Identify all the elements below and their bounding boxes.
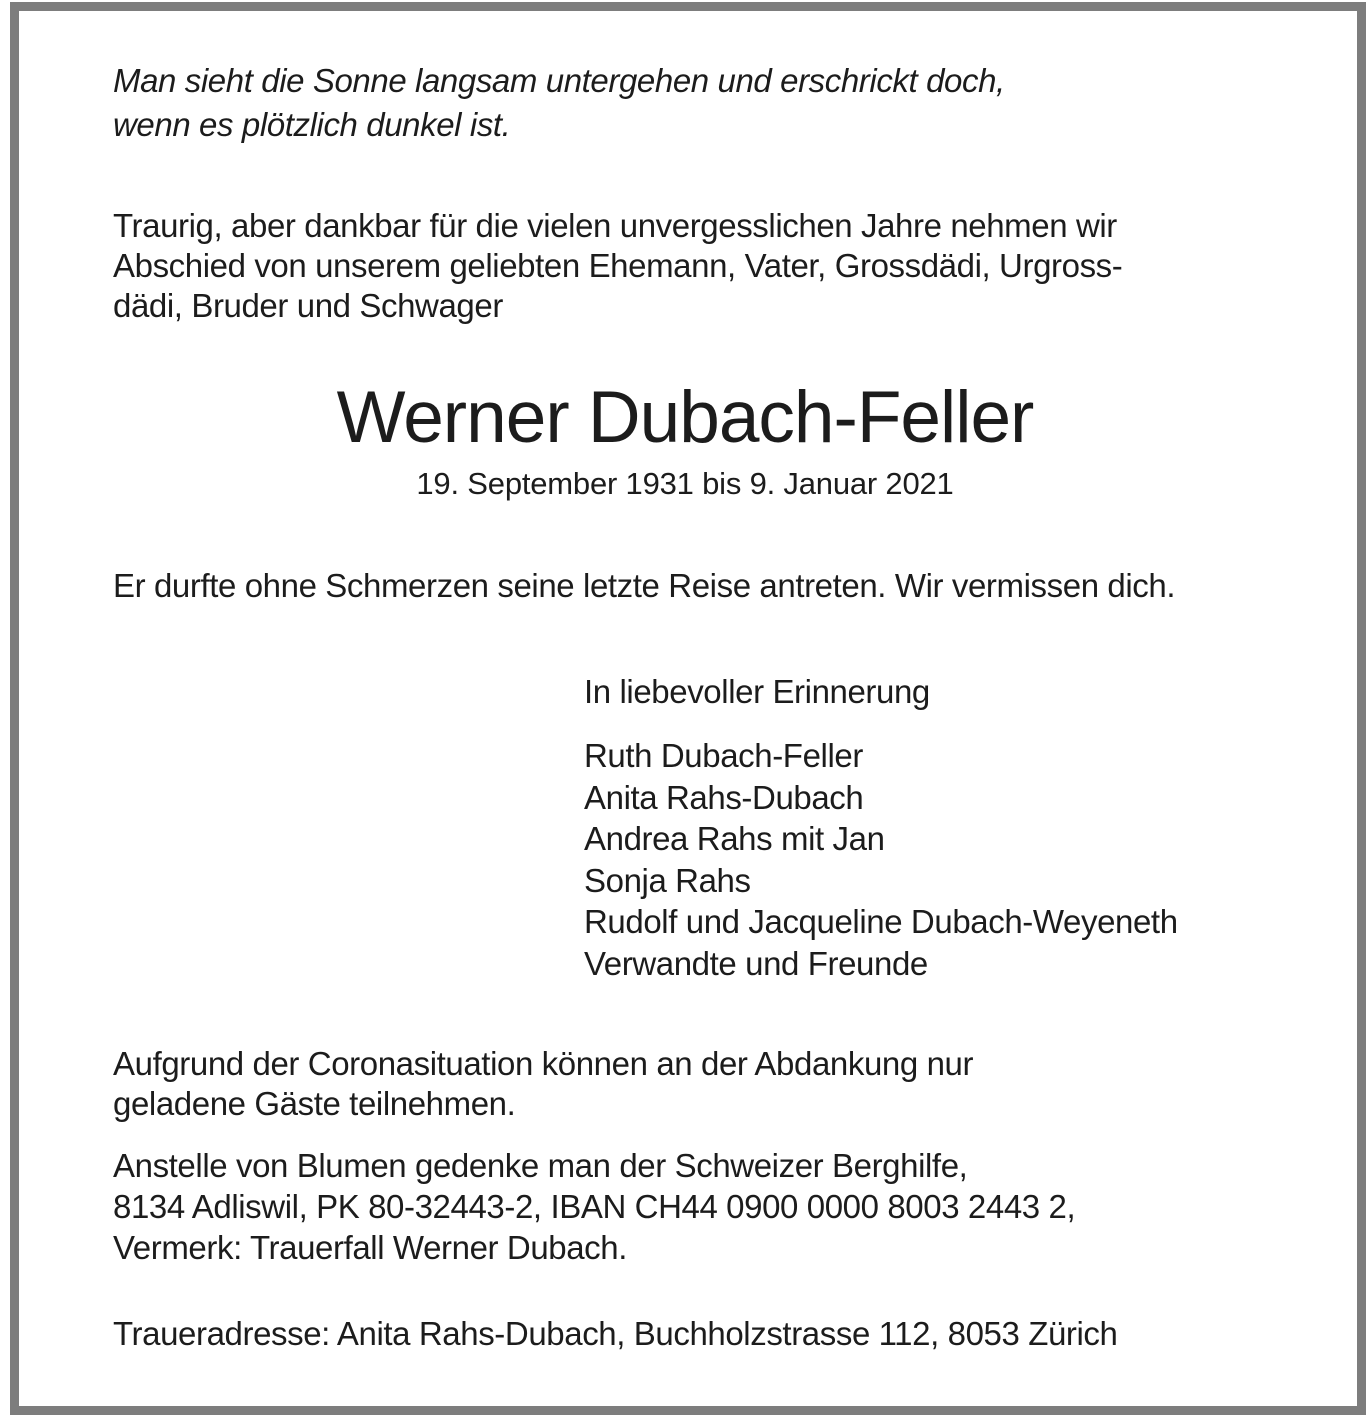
quote-line: Man sieht die Sonne langsam untergehen und erschrickt doch, bbox=[113, 62, 1005, 99]
mourning-address: Traueradresse: Anita Rahs-Dubach, Buchholzstrasse 112, 8053 Zürich bbox=[113, 1315, 1118, 1352]
donation-notice bbox=[113, 1145, 1075, 1268]
donation-line: Vermerk: Trauerfall Werner Dubach. bbox=[113, 1229, 627, 1266]
intro-paragraph bbox=[113, 206, 1122, 326]
farewell-line: Er durfte ohne Schmerzen seine letzte Reise antreten. Wir vermissen dich. bbox=[113, 567, 1176, 604]
mourner-item: Sonja Rahs bbox=[584, 861, 751, 899]
deceased-name: Werner Dubach-Feller bbox=[336, 377, 1034, 458]
mourner-item: Andrea Rahs mit Jan bbox=[584, 820, 885, 857]
mourner-item: Ruth Dubach-Feller bbox=[584, 737, 863, 774]
mourners-list bbox=[584, 735, 1178, 984]
life-dates: 19. September 1931 bis 9. Januar 2021 bbox=[416, 466, 954, 501]
intro-line: dädi, Bruder und Schwager bbox=[113, 287, 503, 324]
mourner-item: Rudolf und Jacqueline Dubach-Weyeneth bbox=[584, 903, 1178, 940]
intro-line: Abschied von unserem geliebten Ehemann, Vater, Grossdädi, Urgross- bbox=[113, 247, 1123, 284]
intro-line: Traurig, aber dankbar für die vielen unvergesslichen Jahre nehmen wir bbox=[113, 207, 1117, 244]
corona-line: Aufgrund der Coronasituation können an der Abdankung nur bbox=[113, 1045, 974, 1082]
corona-notice bbox=[113, 1044, 973, 1124]
mourner-item: Verwandte und Freunde bbox=[584, 944, 928, 982]
remembrance-heading: In liebevoller Erinnerung bbox=[584, 673, 930, 710]
mourner-item: Anita Rahs-Dubach bbox=[584, 778, 864, 816]
corona-line: geladene Gäste teilnehmen. bbox=[113, 1085, 516, 1122]
donation-line: Anstelle von Blumen gedenke man der Schweizer Berghilfe, bbox=[113, 1147, 968, 1184]
donation-line: 8134 Adliswil, PK 80-32443-2, IBAN CH44 0900 0000 8003 2443 2, bbox=[113, 1188, 1076, 1225]
remembrance-section bbox=[584, 672, 1178, 984]
quote-line: wenn es plötzlich dunkel ist. bbox=[113, 106, 511, 143]
opening-quote bbox=[113, 59, 1005, 147]
